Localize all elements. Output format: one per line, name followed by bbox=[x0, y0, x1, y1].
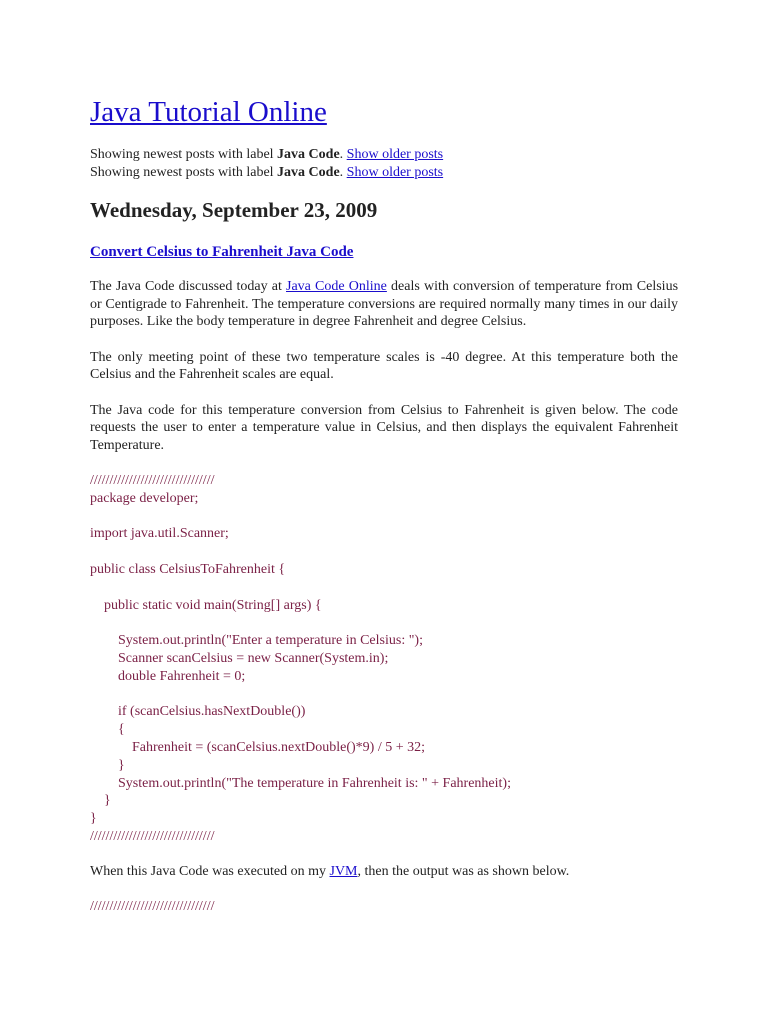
label-status-sep: . bbox=[339, 165, 347, 180]
code-line: public class CelsiusToFahrenheit { bbox=[90, 561, 286, 577]
code-line: if (scanCelsius.hasNextDouble()) bbox=[90, 704, 306, 720]
paragraph-text: deals with conversion of temperature from Celsius or Centigrade to Fahrenheit. The temperature conversions are required normally many times in our daily purposes. Like the body temperature in degree Fahrenheit and degree Celsius. bbox=[90, 279, 679, 329]
code-line: import java.util.Scanner; bbox=[90, 526, 229, 542]
show-older-posts-link[interactable]: Show older posts bbox=[346, 147, 444, 162]
label-status-line bbox=[90, 164, 678, 182]
code-line: Fahrenheit = (scanCelsius.nextDouble()*9) / 5 + 32; bbox=[90, 739, 426, 755]
show-older-posts-link[interactable]: Show older posts bbox=[346, 165, 444, 180]
code-listing bbox=[90, 472, 678, 846]
post-title bbox=[90, 242, 678, 262]
label-status-prefix: Showing newest posts with label bbox=[90, 165, 278, 180]
post-date-header: Wednesday, September 23, 2009 bbox=[90, 198, 378, 222]
label-status-line bbox=[90, 146, 678, 164]
code-line: } bbox=[90, 811, 97, 827]
paragraph-text: When this Java Code was executed on my bbox=[90, 863, 330, 879]
code-line: System.out.println("Enter a temperature in Celsius: "); bbox=[90, 633, 423, 649]
code-line: } bbox=[90, 757, 125, 773]
post-paragraph-intro bbox=[90, 278, 678, 331]
label-status-prefix: Showing newest posts with label bbox=[90, 147, 278, 162]
code-blank-line bbox=[90, 508, 678, 526]
code-line: Scanner scanCelsius = new Scanner(System.in); bbox=[90, 650, 389, 666]
code-blank-line bbox=[90, 543, 678, 561]
code-blank-line bbox=[90, 686, 678, 704]
code-line: public static void main(String[] args) { bbox=[90, 597, 322, 613]
code-line: } bbox=[90, 793, 111, 809]
code-separator: //////////////////////////////// bbox=[90, 899, 215, 915]
code-blank-line bbox=[90, 579, 678, 597]
code-blank-line bbox=[90, 614, 678, 632]
paragraph-text: , then the output was as shown below. bbox=[357, 863, 570, 879]
label-status-sep: . bbox=[339, 147, 347, 162]
paragraph-text: The Java Code discussed today at bbox=[90, 279, 287, 294]
post-paragraph-meeting-point: The only meeting point of these two temperature scales is -40 degree. At this temperature both the Celsius and the Fahrenheit scales are equal. bbox=[90, 349, 678, 382]
code-separator: //////////////////////////////// bbox=[90, 473, 215, 488]
code-line: { bbox=[90, 722, 125, 738]
post-paragraph-output bbox=[90, 863, 678, 881]
label-name: Java Code bbox=[277, 147, 340, 162]
blog-title-link[interactable]: Java Tutorial Online bbox=[90, 96, 327, 128]
post-title-link[interactable]: Convert Celsius to Fahrenheit Java Code bbox=[90, 244, 354, 260]
code-line: double Fahrenheit = 0; bbox=[90, 668, 246, 684]
code-line: System.out.println("The temperature in Fahrenheit is: " + Fahrenheit); bbox=[90, 775, 511, 791]
label-name: Java Code bbox=[277, 165, 340, 180]
code-line: package developer; bbox=[90, 490, 199, 506]
post-paragraph-code-intro: The Java code for this temperature conversion from Celsius to Fahrenheit is given below. The code requests the user to enter a temperature value in Celsius, and then displays the equivalent Fahrenheit Temperature. bbox=[90, 402, 678, 453]
java-code-online-link[interactable]: Java Code Online bbox=[286, 279, 387, 294]
jvm-link[interactable]: JVM bbox=[329, 863, 358, 879]
code-separator: //////////////////////////////// bbox=[90, 828, 215, 844]
blog-page bbox=[90, 94, 678, 916]
